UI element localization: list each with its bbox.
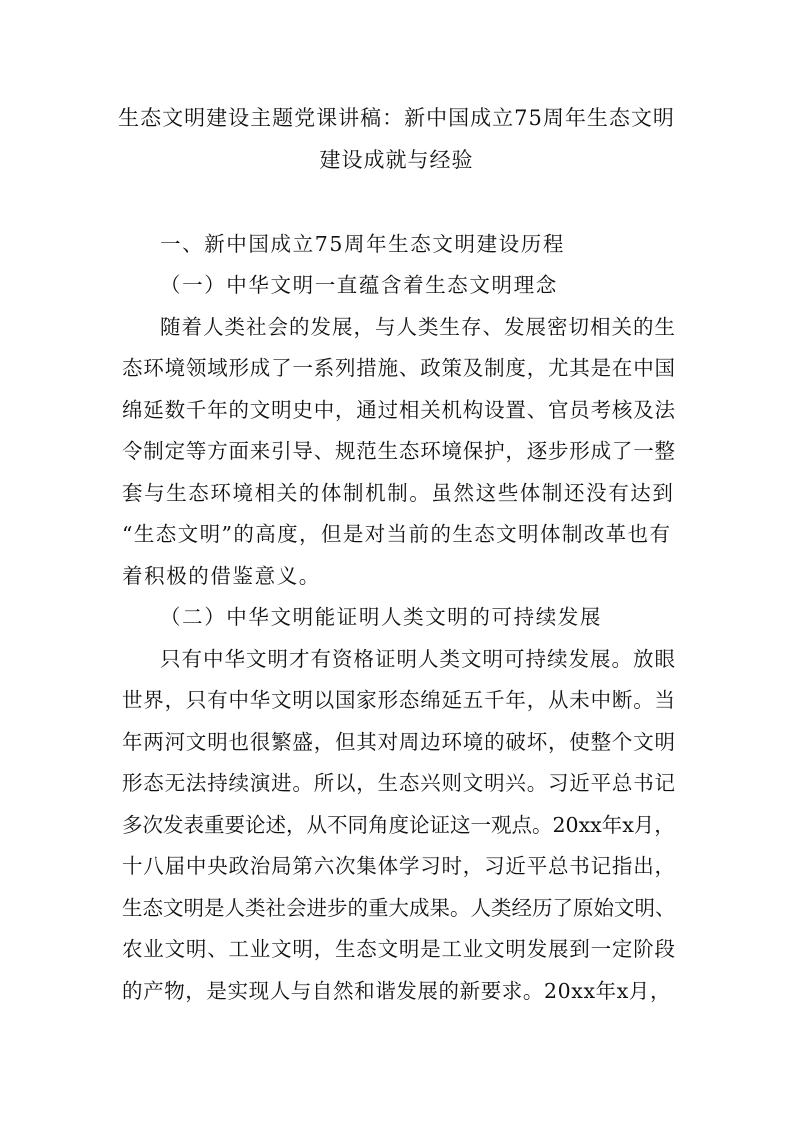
paragraph-2-line: 的产物，是实现人与自然和谐发展的新要求。20xx年x月， [122, 979, 672, 1003]
paragraph-1-line: 着积极的借鉴意义。 [122, 564, 321, 588]
paragraph-1-line: 随着人类社会的发展，与人类生存、发展密切相关的生 [160, 315, 676, 339]
paragraph-1-line: 套与生态环境相关的体制机制。虽然这些体制还没有达到 [122, 481, 675, 505]
paragraph-2-line: 生态文明是人类社会进步的重大成果。人类经历了原始文明、 [122, 896, 676, 920]
paragraph-2-line: 多次发表重要论述，从不同角度论证这一观点。20xx年x月， [122, 813, 675, 837]
paragraph-2-line: 形态无法持续演进。所以，生态兴则文明兴。习近平总书记 [122, 771, 676, 795]
paragraph-2-line: 农业文明、工业文明，生态文明是工业文明发展到一定阶段 [122, 937, 676, 961]
paragraph-2-line: 世界，只有中华文明以国家形态绵延五千年，从未中断。当 [122, 688, 676, 712]
paragraph-1-line: 态环境领域形成了一系列措施、政策及制度，尤其是在中国 [122, 356, 676, 380]
paragraph-2-line: 十八届中央政治局第六次集体学习时，习近平总书记指出， [122, 854, 676, 878]
paragraph-1-line: 令制定等方面来引导、规范生态环境保护，逐步形成了一整 [122, 439, 676, 463]
subsection-heading-2: （二）中华文明能证明人类文明的可持续发展 [160, 605, 602, 629]
section-heading-1: 一、新中国成立75周年生态文明建设历程 [160, 232, 565, 256]
paragraph-2-line: 年两河文明也很繁盛，但其对周边环境的破坏，使整个文明 [122, 730, 676, 754]
document-title-line-2: 建设成就与经验 [319, 148, 474, 172]
paragraph-2-line: 只有中华文明才有资格证明人类文明可持续发展。放眼 [160, 647, 676, 671]
paragraph-1-line: “生态文明”的高度，但是对当前的生态文明体制改革也有 [122, 522, 672, 546]
paragraph-1-line: 绵延数千年的文明史中，通过相关机构设置、官员考核及法 [122, 398, 676, 422]
document-title-line-1: 生态文明建设主题党课讲稿：新中国成立75周年生态文明 [118, 106, 675, 130]
subsection-heading-1: （一）中华文明一直蕴含着生态文明理念 [160, 273, 558, 297]
